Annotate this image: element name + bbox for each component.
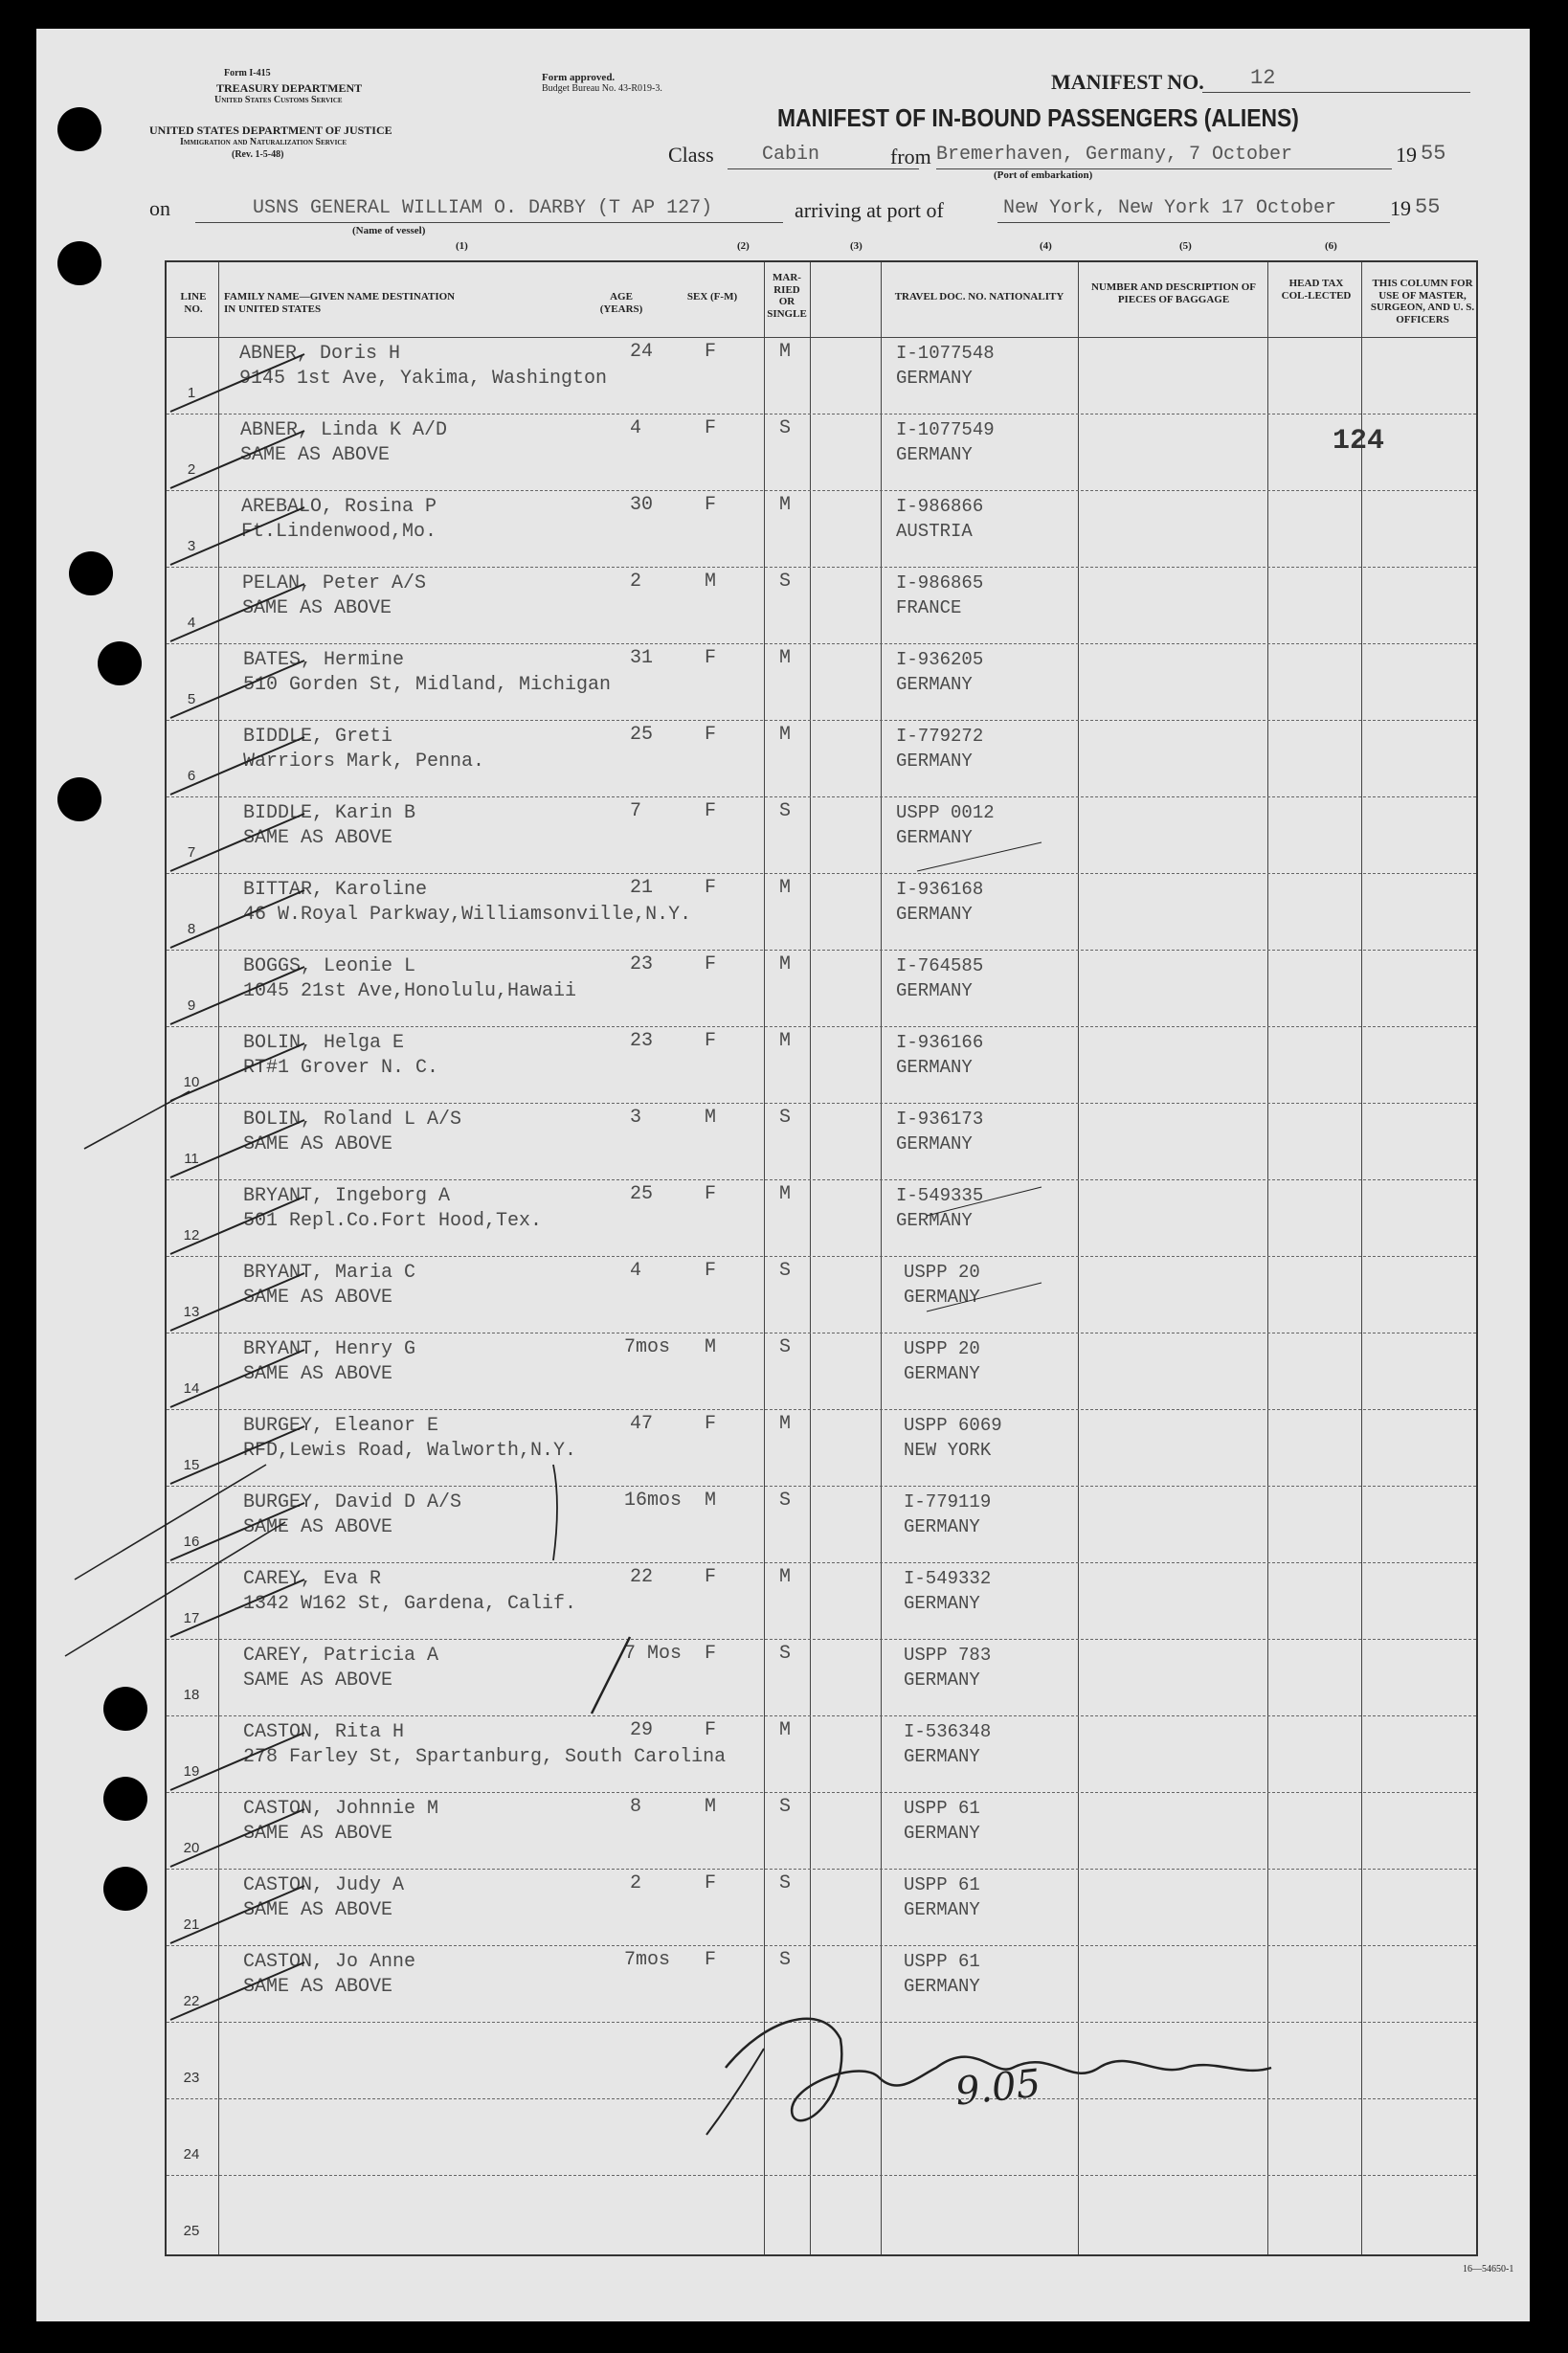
treasury-department: TREASURY DEPARTMENT [216, 81, 363, 95]
row-age: 7mos [624, 1949, 671, 1971]
row-age: 31 [630, 647, 654, 669]
row-sex: F [705, 877, 717, 899]
col-married: MAR-RIED OR SINGLE [767, 272, 807, 320]
row-travel-doc: USPP 783 [904, 1645, 992, 1666]
row-line-number: 3 [187, 538, 196, 554]
vessel-caption: (Name of vessel) [352, 225, 426, 236]
row-sex: F [705, 1183, 717, 1205]
pencil-check-mark [592, 1637, 630, 1714]
pencil-check-mark [917, 842, 1042, 871]
row-age: 2 [630, 571, 642, 593]
row-travel-doc: USPP 0012 [896, 802, 995, 823]
row-nationality: AUSTRIA [896, 521, 973, 542]
row-travel-doc: I-986866 [896, 496, 984, 517]
pencil-check-mark [170, 890, 304, 948]
row-nationality: GERMANY [896, 1057, 973, 1078]
col-head-tax: HEAD TAX COL-LECTED [1281, 278, 1352, 302]
pencil-check-mark [170, 1426, 304, 1484]
row-nationality: GERMANY [904, 1746, 980, 1767]
row-age: 25 [630, 1183, 654, 1205]
row-destination: 1342 W162 St, Gardena, Calif. [243, 1593, 577, 1615]
row-marital: M [779, 1183, 792, 1205]
row-age: 22 [630, 1566, 654, 1588]
row-nationality: GERMANY [896, 444, 973, 465]
row-sex: M [705, 1490, 717, 1512]
row-travel-doc: I-549332 [904, 1568, 992, 1589]
row-age: 16mos [624, 1490, 683, 1512]
row-age: 2 [630, 1872, 642, 1894]
row-line-number: 6 [187, 768, 196, 784]
class-value: Cabin [762, 144, 820, 166]
row-nationality: NEW YORK [904, 1440, 992, 1461]
row-sex: M [705, 1796, 717, 1818]
row-travel-doc: USPP 20 [904, 1338, 980, 1359]
row-age: 8 [630, 1796, 642, 1818]
row-name: BOLIN, Roland L A/S [243, 1109, 462, 1131]
row-sex: F [705, 494, 717, 516]
ins-service: Immigration and Naturalization Service [180, 137, 347, 147]
row-sex: M [705, 1107, 717, 1129]
year-prefix-2: 19 [1390, 196, 1411, 220]
row-age: 4 [630, 417, 642, 439]
pencil-check-mark [170, 584, 304, 641]
pencil-check-mark [170, 1273, 304, 1331]
row-sex: F [705, 1949, 717, 1971]
class-label: Class [668, 143, 714, 167]
row-line-number: 13 [183, 1304, 200, 1320]
row-nationality: GERMANY [896, 1133, 973, 1154]
row-marital: S [779, 1796, 792, 1818]
row-sex: F [705, 1643, 717, 1665]
row-travel-doc: USPP 61 [904, 1874, 980, 1895]
row-destination: 9145 1st Ave, Yakima, Washington [239, 368, 608, 390]
pencil-check-mark [75, 1465, 266, 1580]
customs-service: United States Customs Service [214, 95, 343, 105]
row-marital: M [779, 494, 792, 516]
on-label: on [149, 196, 170, 220]
row-name: CASTON, Rita H [243, 1721, 405, 1743]
row-travel-doc: USPP 6069 [904, 1415, 1002, 1436]
row-marital: S [779, 417, 792, 439]
row-nationality: GERMANY [896, 368, 973, 389]
row-sex: F [705, 953, 717, 975]
row-nationality: GERMANY [904, 1670, 980, 1691]
pencil-check-mark [706, 2049, 764, 2135]
row-sex: M [705, 571, 717, 593]
manifest-title: MANIFEST OF IN-BOUND PASSENGERS (ALIENS) [777, 103, 1299, 132]
row-travel-doc: USPP 61 [904, 1798, 980, 1819]
col-num-1: (1) [456, 240, 468, 252]
row-age: 7 [630, 800, 642, 822]
arriving-label: arriving at port of [795, 198, 944, 222]
row-travel-doc: I-779272 [896, 726, 984, 747]
col-baggage: NUMBER AND DESCRIPTION OF PIECES OF BAGGAGE [1090, 281, 1257, 305]
row-marital: S [779, 1872, 792, 1894]
row-destination: 1045 21st Ave,Honolulu,Hawaii [243, 980, 577, 1002]
row-travel-doc: I-986865 [896, 572, 984, 594]
row-destination: SAME AS ABOVE [240, 444, 391, 466]
row-name: BRYANT, Henry G [243, 1338, 416, 1360]
row-marital: S [779, 800, 792, 822]
row-name: BIDDLE, Karin B [243, 802, 416, 824]
pencil-check-mark [170, 1197, 304, 1254]
pencil-check-mark [170, 967, 304, 1024]
row-line-number: 19 [183, 1763, 200, 1780]
row-age: 21 [630, 877, 654, 899]
form-number: Form I-415 [224, 68, 271, 78]
row-name: CASTON, Johnnie M [243, 1798, 439, 1820]
row-destination: SAME AS ABOVE [243, 1363, 393, 1385]
row-travel-doc: I-936205 [896, 649, 984, 670]
row-marital: M [779, 1030, 792, 1052]
row-marital: M [779, 1566, 792, 1588]
row-marital: S [779, 1490, 792, 1512]
row-destination: SAME AS ABOVE [242, 597, 392, 619]
row-destination: 278 Farley St, Spartanburg, South Carolina [243, 1746, 727, 1768]
row-travel-doc: I-936168 [896, 879, 984, 900]
row-sex: F [705, 417, 717, 439]
row-line-number: 10 [183, 1074, 200, 1090]
row-line-number: 14 [183, 1380, 200, 1397]
row-age: 47 [630, 1413, 654, 1435]
row-line-number: 23 [183, 2070, 200, 2086]
row-name: BITTAR, Karoline [243, 879, 428, 901]
manifest-no-value: 12 [1250, 66, 1276, 90]
row-line-number: 24 [183, 2146, 200, 2163]
row-destination: SAME AS ABOVE [243, 1133, 393, 1155]
col-num-3: (3) [850, 240, 862, 252]
row-age: 3 [630, 1107, 642, 1129]
row-line-number: 8 [187, 921, 196, 937]
row-sex: F [705, 724, 717, 746]
row-line-number: 20 [183, 1840, 200, 1856]
row-marital: M [779, 953, 792, 975]
row-nationality: GERMANY [896, 827, 973, 848]
col-travel-doc: TRAVEL DOC. NO. NATIONALITY [894, 291, 1064, 303]
from-label: from [890, 145, 931, 168]
year-suffix-2: 55 [1415, 195, 1441, 219]
row-line-number: 25 [183, 2223, 200, 2239]
row-travel-doc: I-536348 [904, 1721, 992, 1742]
col-num-4: (4) [1040, 240, 1052, 252]
row-name: CAREY, Eva R [243, 1568, 382, 1590]
row-travel-doc: I-1077548 [896, 343, 995, 364]
row-destination: Warriors Mark, Penna. [243, 751, 485, 773]
row-marital: M [779, 1719, 792, 1741]
row-name: AREBALO, Rosina P [241, 496, 437, 518]
row-line-number: 9 [187, 997, 196, 1014]
pencil-check-mark [170, 661, 304, 718]
justice-department: UNITED STATES DEPARTMENT OF JUSTICE [149, 123, 392, 137]
pencil-check-mark [927, 1283, 1042, 1311]
col-name: FAMILY NAME—GIVEN NAME DESTINATION IN UNITED STATES [224, 291, 456, 315]
row-sex: F [705, 1260, 717, 1282]
pencil-check-mark [553, 1465, 557, 1560]
row-name: BRYANT, Ingeborg A [243, 1185, 451, 1207]
manifest-page [36, 29, 1530, 2321]
row-nationality: GERMANY [904, 1363, 980, 1384]
pencil-check-mark [170, 507, 304, 565]
row-nationality: GERMANY [896, 904, 973, 925]
row-sex: M [705, 1336, 717, 1358]
row-sex: F [705, 800, 717, 822]
row-line-number: 11 [184, 1151, 199, 1167]
row-line-number: 5 [187, 691, 196, 707]
col-sex: SEX (F-M) [686, 291, 738, 303]
row-line-number: 15 [183, 1457, 200, 1473]
year-prefix-1: 19 [1396, 143, 1417, 167]
arrival-value: New York, New York 17 October [1003, 197, 1337, 219]
row-name: BURGEY, Eleanor E [243, 1415, 439, 1437]
row-sex: F [705, 647, 717, 669]
row-travel-doc: USPP 61 [904, 1951, 980, 1972]
row-line-number: 16 [183, 1534, 200, 1550]
pencil-check-mark [170, 1580, 304, 1637]
row-name: BOGGS, Leonie L [243, 955, 416, 977]
embarkation-value: Bremerhaven, Germany, 7 October [936, 144, 1293, 166]
row-name: CASTON, Jo Anne [243, 1951, 416, 1973]
row-line-number: 21 [183, 1916, 200, 1933]
col-num-5: (5) [1179, 240, 1192, 252]
row-nationality: GERMANY [904, 1593, 980, 1614]
pencil-check-mark [927, 1187, 1042, 1216]
col-age: AGE (YEARS) [599, 291, 643, 315]
row-name: BIDDLE, Greti [243, 726, 393, 748]
vessel-value: USNS GENERAL WILLIAM O. DARBY (T AP 127) [253, 197, 713, 219]
signature-number: 9.05 [952, 2061, 1043, 2115]
port-caption: (Port of embarkation) [994, 169, 1093, 181]
row-line-number: 7 [187, 844, 196, 861]
pencil-check-mark [170, 1043, 304, 1101]
row-line-number: 18 [183, 1687, 200, 1703]
row-name: BOLIN, Helga E [243, 1032, 405, 1054]
row-name: ABNER, Doris H [239, 343, 401, 365]
row-destination: SAME AS ABOVE [243, 827, 393, 849]
pencil-check-mark [170, 1886, 304, 1943]
row-destination: SAME AS ABOVE [243, 1823, 393, 1845]
row-travel-doc: I-549335 [896, 1185, 984, 1206]
row-age: 23 [630, 953, 654, 975]
row-travel-doc: I-1077549 [896, 419, 995, 440]
pencil-check-mark [170, 814, 304, 871]
row-age: 24 [630, 341, 654, 363]
row-destination: 46 W.Royal Parkway,Williamsonville,N.Y. [243, 904, 692, 926]
row-destination: SAME AS ABOVE [243, 1976, 393, 1998]
col-line-no: LINE NO. [180, 291, 207, 315]
row-name: ABNER, Linda K A/D [240, 419, 448, 441]
row-destination: SAME AS ABOVE [243, 1670, 393, 1692]
row-line-number: 2 [187, 461, 196, 478]
row-sex: F [705, 341, 717, 363]
row-marital: M [779, 341, 792, 363]
row-age: 30 [630, 494, 654, 516]
row-travel-doc: I-936166 [896, 1032, 984, 1053]
row-marital: S [779, 1260, 792, 1282]
revision: (Rev. 1-5-48) [232, 149, 284, 160]
pencil-check-mark [170, 354, 304, 412]
officer-note: 124 [1333, 425, 1385, 458]
row-marital: M [779, 724, 792, 746]
row-marital: S [779, 1949, 792, 1971]
footer-code: 16—54650-1 [1463, 2264, 1514, 2275]
row-nationality: GERMANY [904, 1899, 980, 1920]
pencil-check-mark [84, 1091, 190, 1149]
row-destination: 501 Repl.Co.Fort Hood,Tex. [243, 1210, 543, 1232]
row-age: 23 [630, 1030, 654, 1052]
row-destination: SAME AS ABOVE [243, 1287, 393, 1309]
row-destination: Ft.Lindenwood,Mo. [241, 521, 437, 543]
row-line-number: 4 [187, 615, 196, 631]
row-name: CAREY, Patricia A [243, 1645, 439, 1667]
row-destination: RT#1 Grover N. C. [243, 1057, 439, 1079]
row-age: 25 [630, 724, 654, 746]
col-officers: THIS COLUMN FOR USE OF MASTER, SURGEON, AND U. S. OFFICERS [1370, 278, 1475, 325]
year-suffix-1: 55 [1421, 142, 1446, 166]
row-name: PELAN, Peter A/S [242, 572, 427, 594]
row-name: BRYANT, Maria C [243, 1262, 416, 1284]
row-nationality: GERMANY [896, 751, 973, 772]
pencil-check-mark [170, 1809, 304, 1867]
row-travel-doc: I-936173 [896, 1109, 984, 1130]
row-name: BURGEY, David D A/S [243, 1491, 462, 1513]
row-line-number: 17 [183, 1610, 200, 1626]
row-age: 7 Mos [624, 1643, 683, 1665]
pencil-check-mark [170, 1962, 304, 2020]
row-sex: F [705, 1030, 717, 1052]
row-destination: RFD,Lewis Road, Walworth,N.Y. [243, 1440, 577, 1462]
row-nationality: GERMANY [896, 980, 973, 1001]
manifest-no-label: MANIFEST NO. [1051, 70, 1204, 94]
form-approved: Form approved. [542, 72, 616, 83]
row-marital: S [779, 1107, 792, 1129]
pencil-check-mark [170, 1733, 304, 1790]
row-travel-doc: I-764585 [896, 955, 984, 976]
row-marital: M [779, 877, 792, 899]
row-travel-doc: USPP 20 [904, 1262, 980, 1283]
row-nationality: FRANCE [896, 597, 962, 618]
row-marital: S [779, 1643, 792, 1665]
row-nationality: GERMANY [904, 1516, 980, 1537]
pencil-check-mark [170, 1350, 304, 1407]
row-line-number: 22 [183, 1993, 200, 2009]
row-sex: F [705, 1719, 717, 1741]
row-nationality: GERMANY [896, 1210, 973, 1231]
row-age: 29 [630, 1719, 654, 1741]
pencil-check-mark [170, 1120, 304, 1177]
row-sex: F [705, 1413, 717, 1435]
row-name: CASTON, Judy A [243, 1874, 405, 1896]
row-destination: 510 Gorden St, Midland, Michigan [243, 674, 612, 696]
row-marital: S [779, 1336, 792, 1358]
budget-bureau: Budget Bureau No. 43-R019-3. [542, 83, 662, 94]
pencil-check-mark [170, 737, 304, 795]
row-sex: F [705, 1566, 717, 1588]
row-age: 4 [630, 1260, 642, 1282]
row-nationality: GERMANY [904, 1287, 980, 1308]
row-destination: SAME AS ABOVE [243, 1516, 393, 1538]
row-sex: F [705, 1872, 717, 1894]
row-nationality: GERMANY [904, 1823, 980, 1844]
row-destination: SAME AS ABOVE [243, 1899, 393, 1921]
row-marital: M [779, 647, 792, 669]
row-marital: M [779, 1413, 792, 1435]
row-travel-doc: I-779119 [904, 1491, 992, 1513]
row-age: 7mos [624, 1336, 671, 1358]
pencil-check-mark [170, 431, 304, 488]
col-num-6: (6) [1325, 240, 1337, 252]
row-nationality: GERMANY [904, 1976, 980, 1997]
col-num-2: (2) [737, 240, 750, 252]
pencil-check-mark [65, 1522, 285, 1656]
pencil-marks [36, 29, 1530, 2321]
row-name: BATES, Hermine [243, 649, 405, 671]
row-marital: S [779, 571, 792, 593]
row-line-number: 1 [187, 385, 196, 401]
row-nationality: GERMANY [896, 674, 973, 695]
row-line-number: 12 [183, 1227, 200, 1244]
